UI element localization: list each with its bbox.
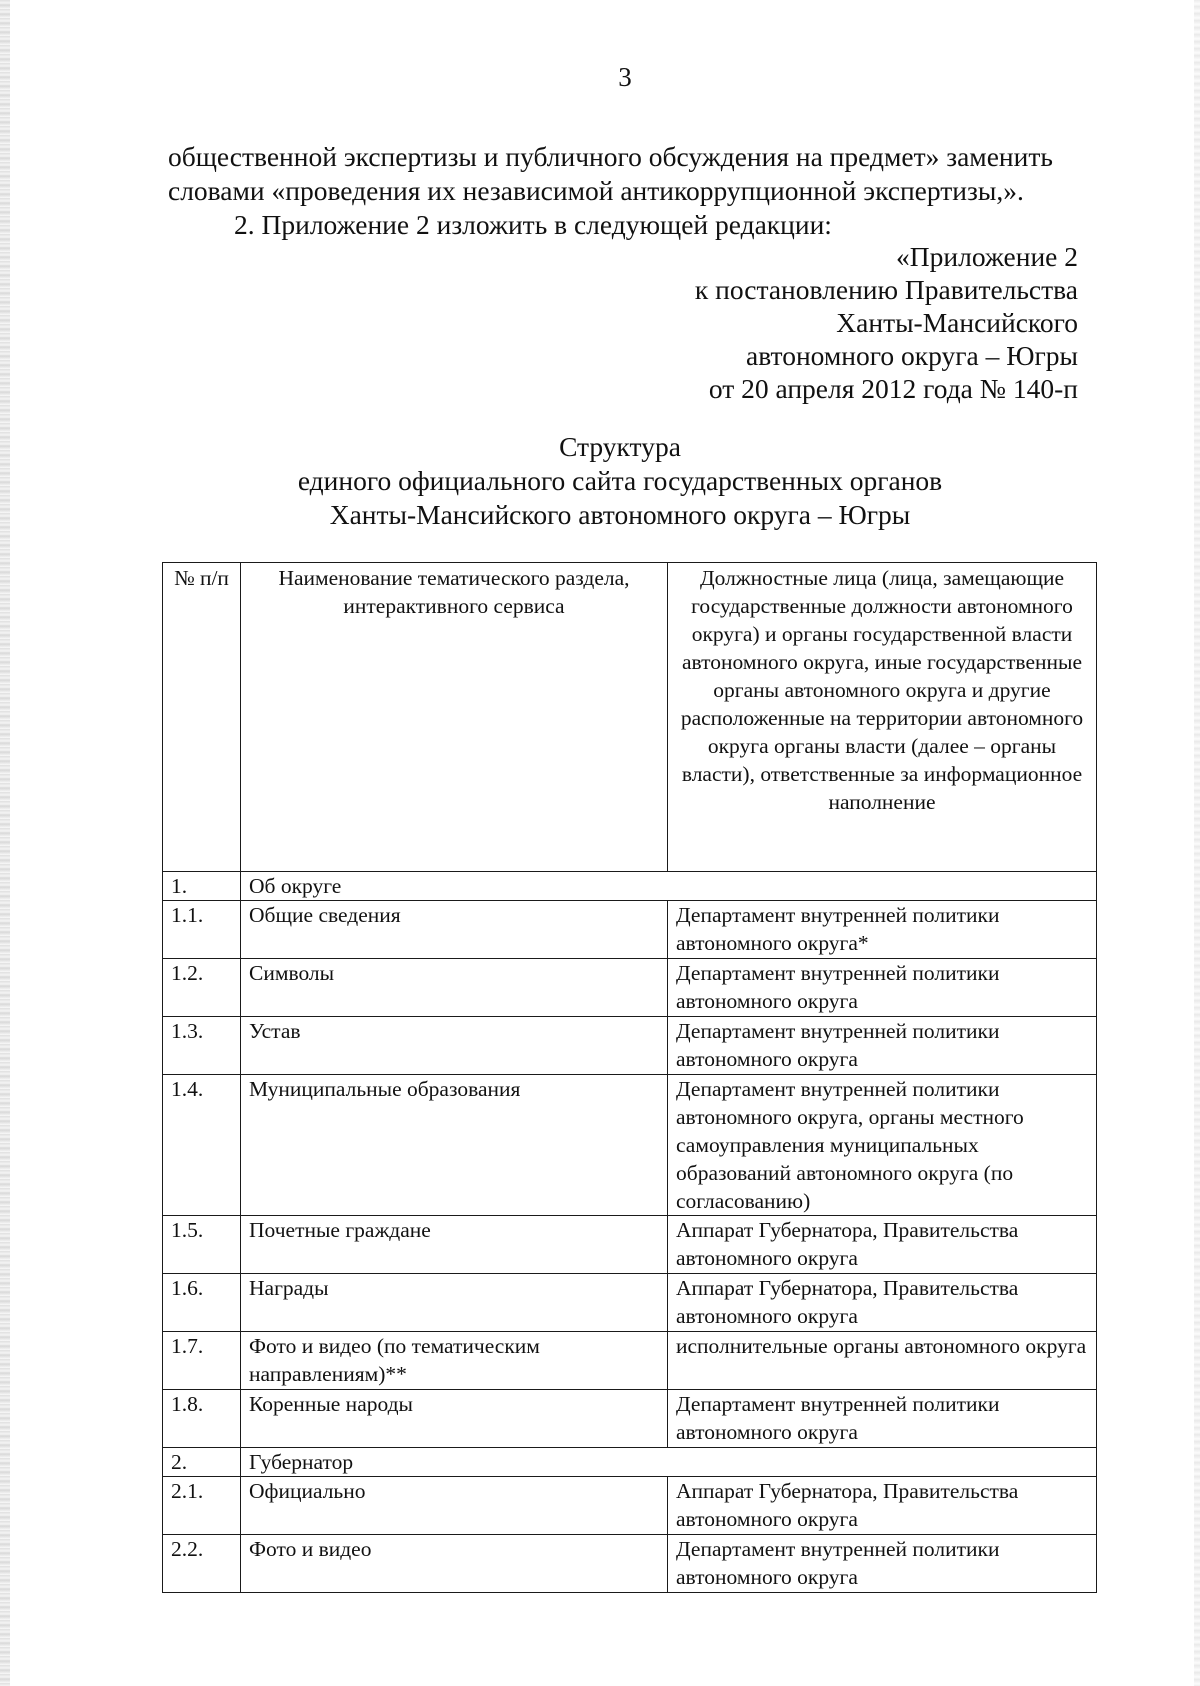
body-paragraph	[168, 140, 1080, 242]
table-section-row	[163, 872, 1097, 901]
table-row	[163, 959, 1097, 1017]
section-name: Губернатор	[241, 1448, 1097, 1477]
document-title	[180, 430, 1060, 532]
header-section-name: Наименование тематического раздела, интерактивного сервиса	[241, 563, 668, 872]
table-row	[163, 1075, 1097, 1216]
row-name: Общие сведения	[241, 901, 668, 959]
scan-edge-right	[1194, 0, 1200, 1686]
row-number: 1.4.	[163, 1075, 241, 1216]
row-number: 2.2.	[163, 1535, 241, 1593]
row-name: Почетные граждане	[241, 1216, 668, 1274]
table-row	[163, 1477, 1097, 1535]
row-name: Официально	[241, 1477, 668, 1535]
appendix-line: «Приложение 2	[896, 241, 1078, 272]
row-responsible: Департамент внутренней политики автономного округа	[668, 1390, 1097, 1448]
body-line: общественной экспертизы и публичного обсуждения на предмет» заменить	[168, 141, 1053, 172]
row-name: Фото и видео	[241, 1535, 668, 1593]
row-number: 1.5.	[163, 1216, 241, 1274]
table-row	[163, 1216, 1097, 1274]
row-name: Символы	[241, 959, 668, 1017]
row-responsible: Департамент внутренней политики автономного округа, органы местного самоуправления муниципальных образований автономного округа (по согласованию)	[668, 1075, 1097, 1216]
header-responsible: Должностные лица (лица, замещающие государственные должности автономного округа) и органы государственной власти автономного округа, иные государственные органы автономного округа и другие расположенные на территории автономного округа органы власти (далее – органы власти), ответственные за информационное наполнение	[668, 563, 1097, 872]
body-line: 2. Приложение 2 изложить в следующей редакции:	[234, 209, 832, 240]
page-number: 3	[618, 62, 632, 92]
row-number: 2.	[163, 1448, 241, 1477]
body-line: словами «проведения их независимой антикоррупционной экспертизы,».	[168, 175, 1024, 206]
appendix-reference	[478, 240, 1078, 405]
appendix-line: к постановлению Правительства	[694, 274, 1078, 305]
row-name: Награды	[241, 1274, 668, 1332]
title-line: единого официального сайта государственных органов	[297, 465, 943, 496]
table-header-row	[163, 563, 1097, 872]
row-responsible: исполнительные органы автономного округа	[668, 1332, 1097, 1390]
row-number: 1.1.	[163, 901, 241, 959]
title-line: Ханты-Мансийского автономного округа – Югры	[329, 499, 911, 530]
scan-edge-left	[0, 0, 10, 1686]
row-number: 1.8.	[163, 1390, 241, 1448]
row-number: 1.2.	[163, 959, 241, 1017]
row-responsible: Департамент внутренней политики автономного округа*	[668, 901, 1097, 959]
row-name: Устав	[241, 1017, 668, 1075]
section-name: Об округе	[241, 872, 1097, 901]
table-row	[163, 1535, 1097, 1593]
table-section-row	[163, 1448, 1097, 1477]
row-responsible: Департамент внутренней политики автономного округа	[668, 959, 1097, 1017]
appendix-line: от 20 апреля 2012 года № 140-п	[708, 373, 1078, 404]
structure-table	[162, 562, 1097, 1593]
row-responsible: Аппарат Губернатора, Правительства автономного округа	[668, 1216, 1097, 1274]
table-row	[163, 1017, 1097, 1075]
appendix-line: автономного округа – Югры	[746, 340, 1078, 371]
row-number: 2.1.	[163, 1477, 241, 1535]
row-responsible: Департамент внутренней политики автономного округа	[668, 1535, 1097, 1593]
title-line: Структура	[559, 431, 681, 462]
row-responsible: Департамент внутренней политики автономного округа	[668, 1017, 1097, 1075]
row-number: 1.6.	[163, 1274, 241, 1332]
table-row	[163, 1332, 1097, 1390]
table-row	[163, 901, 1097, 959]
row-name: Коренные народы	[241, 1390, 668, 1448]
row-responsible: Аппарат Губернатора, Правительства автономного округа	[668, 1477, 1097, 1535]
row-responsible: Аппарат Губернатора, Правительства автономного округа	[668, 1274, 1097, 1332]
row-number: 1.	[163, 872, 241, 901]
table-row	[163, 1274, 1097, 1332]
row-number: 1.7.	[163, 1332, 241, 1390]
row-name: Муниципальные образования	[241, 1075, 668, 1216]
appendix-line: Ханты-Мансийского	[836, 307, 1078, 338]
table-row	[163, 1390, 1097, 1448]
row-number: 1.3.	[163, 1017, 241, 1075]
header-number: № п/п	[163, 563, 241, 872]
row-name: Фото и видео (по тематическим направлениям)**	[241, 1332, 668, 1390]
